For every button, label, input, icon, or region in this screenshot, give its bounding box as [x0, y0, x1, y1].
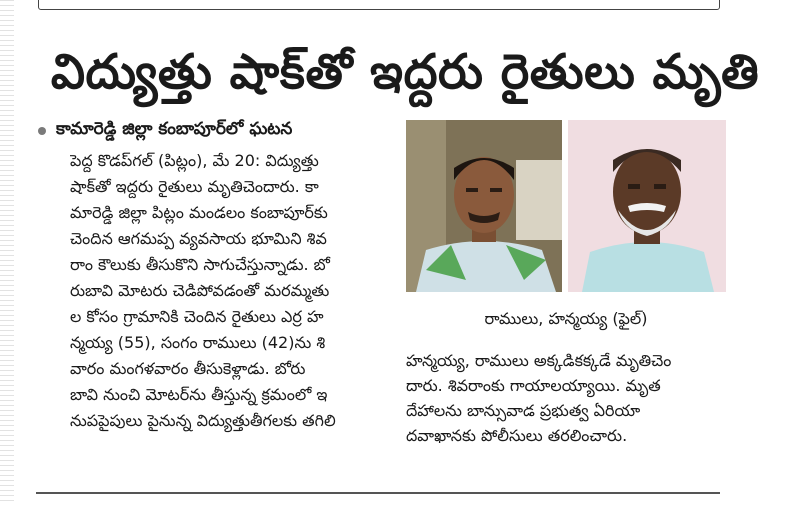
body-line: హన్మయ్య, రాములు అక్కడికక్కడే మృతిచెం	[406, 351, 672, 370]
body-line: ల కోసం గ్రామానికి చెందిన రైతులు ఎర్ర హ	[70, 307, 324, 326]
subheadline	[38, 119, 378, 143]
body-line: షాక్‌తో ఇద్దరు రైతులు మృతిచెందారు. కా	[70, 177, 319, 196]
portrait-elderly-man-image	[568, 120, 726, 292]
subheadline-text: కామారెడ్డి జిల్లా కంబాపూర్‌లో ఘటన	[56, 119, 293, 139]
body-line: బావి నుంచి మోటర్‌ను తీస్తున్న క్రమంలో ఇ	[70, 385, 328, 404]
bottom-divider	[36, 492, 720, 494]
body-line: పెద్ద కొడప్‌గల్ (పిట్లం), మే 20: విద్యుత్తు	[70, 151, 319, 170]
body-line: వారం మంగళవారం తీసుకెళ్లాడు. బోరు	[70, 359, 306, 378]
photo-caption: రాములు, హన్మయ్య (ఫైల్)	[484, 309, 648, 328]
body-line: నుపపైపులు పైనున్న విద్యుత్తుతీగలకు తగిలి	[70, 411, 336, 430]
photo-pair	[406, 120, 726, 292]
body-line: మారెడ్డి జిల్లా పిట్లం మండలం కంబాపూర్‌కు	[70, 203, 328, 222]
body-line: దారు. శివరాంకు గాయాలయ్యాయి. మృత	[406, 376, 661, 395]
page-margin-rule	[0, 0, 14, 505]
photo-ramulu	[406, 120, 562, 292]
body-line: రుబావి మోటరు చెడిపోవడంతో మరమ్మతు	[70, 281, 330, 300]
article-continuation	[406, 348, 726, 448]
photo-hanmayya	[568, 120, 726, 292]
headline: విద్యుత్తు షాక్‌తో ఇద్దరు రైతులు మృతి	[50, 44, 760, 100]
body-line: దవాఖానకు పోలీసులు తరలించారు.	[406, 426, 628, 445]
body-line: దేహాలను బాన్సువాడ ప్రభుత్వ ఏరియా	[406, 401, 641, 420]
previous-article-border	[38, 0, 720, 10]
portrait-young-man-image	[406, 120, 562, 292]
bullet-icon	[38, 127, 46, 135]
body-line: చెందిన ఆగమప్ప వ్యవసాయ భూమిని శివ	[70, 229, 327, 248]
body-line: రాం కౌలుకు తీసుకొని సాగుచేస్తున్నాడు. బో	[70, 255, 330, 274]
article-body	[70, 148, 390, 434]
body-line: న్మయ్య (55), సంగం రాములు (42)ను శి	[70, 333, 326, 352]
